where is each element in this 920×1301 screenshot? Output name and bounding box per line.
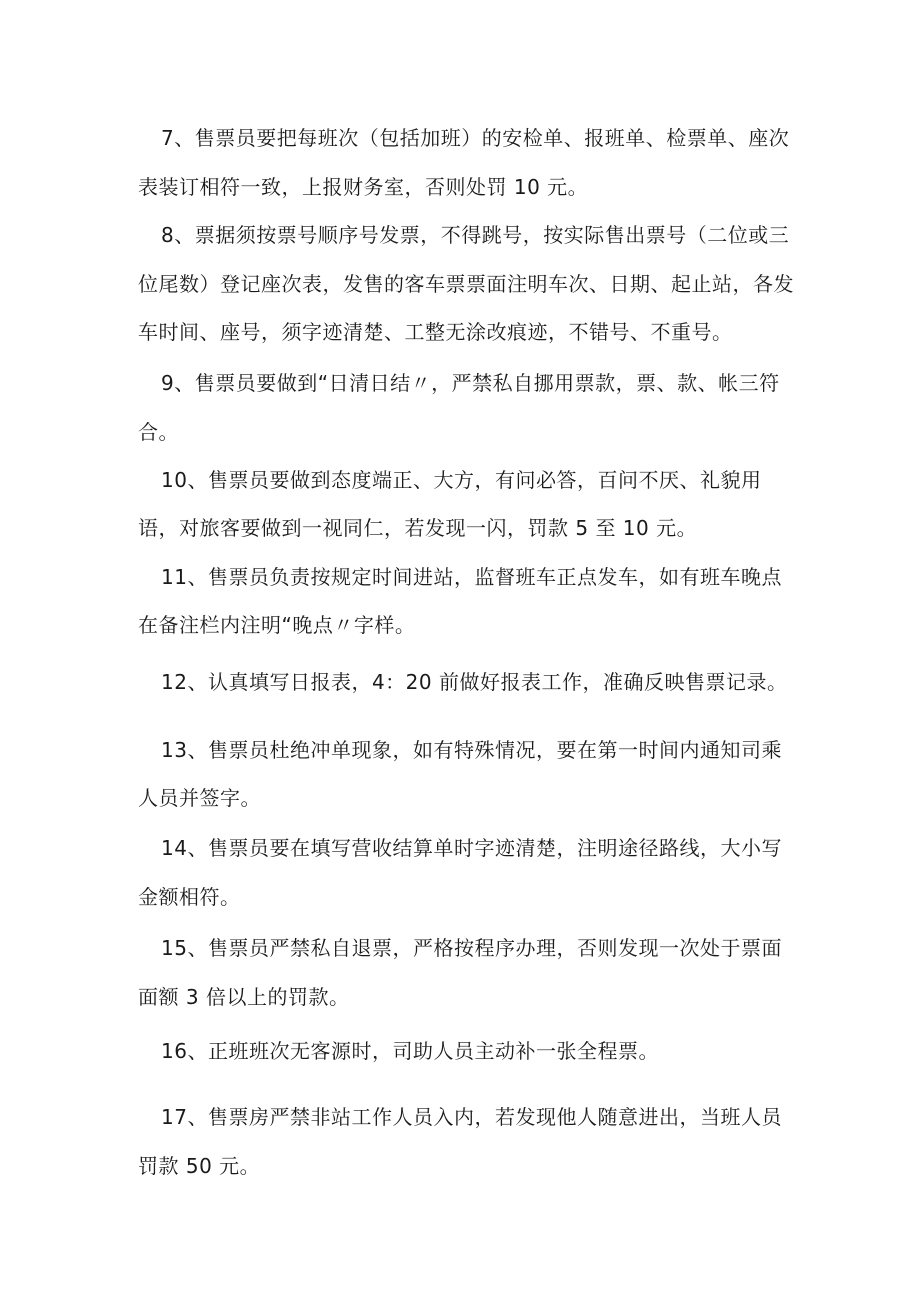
rule-15-line-2: 面额 3 倍以上的罚款。 [138, 985, 350, 1009]
rule-14-line-1: 14、售票员要在填写营收结算单时字迹清楚，注明途径路线，大小写 [161, 836, 782, 860]
rule-15-line-1: 15、售票员严禁私自退票，严格按程序办理，否则发现一次处于票面 [161, 936, 782, 960]
rule-8-line-1: 8、票据须按票号顺序号发票，不得跳号，按实际售出票号（二位或三 [161, 223, 790, 247]
rule-7-line-2: 表装订相符一致，上报财务室，否则处罚 10 元。 [138, 175, 589, 199]
rule-17-line-1: 17、售票房严禁非站工作人员入内，若发现他人随意进出，当班人员 [161, 1105, 782, 1129]
rule-11-line-1: 11、售票员负责按规定时间进站，监督班车正点发车，如有班车晚点 [161, 565, 782, 589]
rule-11-line-2: 在备注栏内注明“晚点〃字样。 [138, 613, 416, 637]
rule-10-line-2: 语，对旅客要做到一视同仁，若发现一闪，罚款 5 至 10 元。 [138, 516, 698, 540]
rule-12-line-1: 12、认真填写日报表，4：20 前做好报表工作，准确反映售票记录。 [161, 670, 788, 694]
rule-14-line-2: 金额相符。 [138, 885, 241, 909]
rule-7-line-1: 7、售票员要把每班次（包括加班）的安检单、报班单、检票单、座次 [161, 126, 790, 150]
rule-16-line-1: 16、正班班次无客源时，司助人员主动补一张全程票。 [161, 1039, 659, 1063]
rule-9-line-2: 合。 [138, 420, 179, 444]
rule-13-line-2: 人员并签字。 [138, 786, 261, 810]
rule-10-line-1: 10、售票员要做到态度端正、大方，有问必答，百问不厌、礼貌用 [161, 468, 762, 492]
rule-8-line-3: 车时间、座号，须字迹清楚、工整无涂改痕迹，不错号、不重号。 [138, 320, 733, 344]
rule-17-line-2: 罚款 50 元。 [138, 1154, 261, 1178]
rule-13-line-1: 13、售票员杜绝冲单现象，如有特殊情况，要在第一时间内通知司乘 [161, 738, 782, 762]
rule-9-line-1: 9、售票员要做到“日清日结〃，严禁私自挪用票款，票、款、帐三符 [161, 371, 780, 395]
rule-8-line-2: 位尾数）登记座次表，发售的客车票票面注明车次、日期、起止站，各发 [138, 272, 794, 296]
